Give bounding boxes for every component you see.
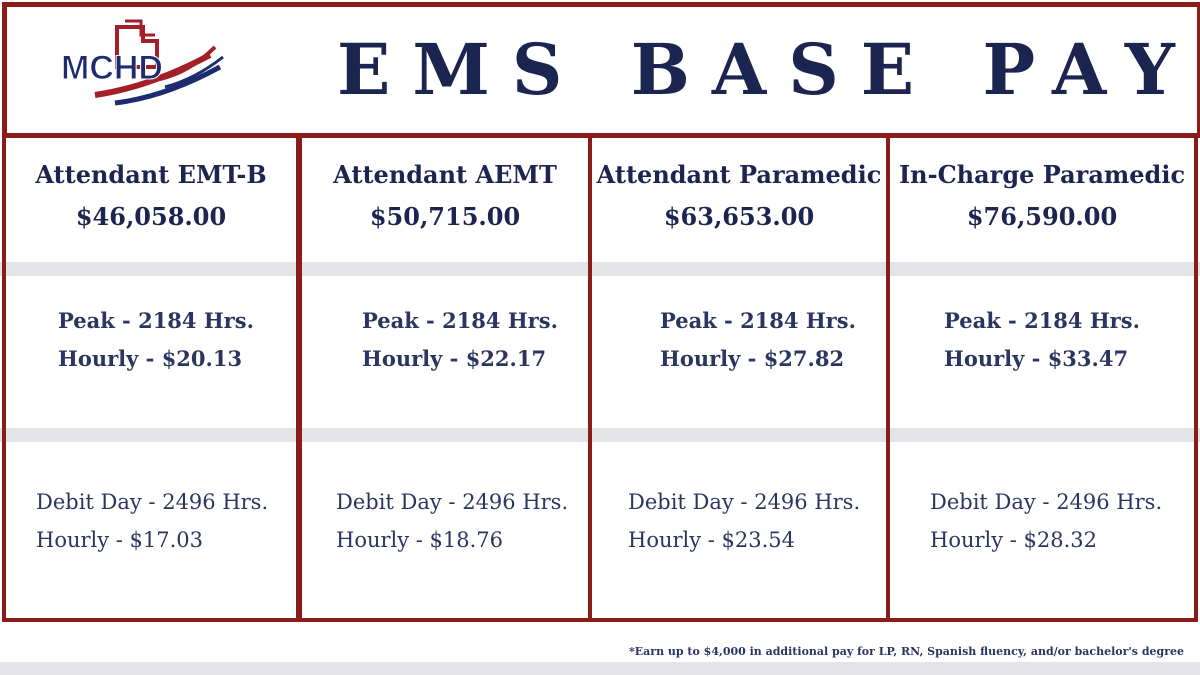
debit-hourly: Hourly - $18.76 (336, 528, 504, 552)
peak-hourly: Hourly - $27.82 (660, 346, 845, 371)
debit-hours: Debit Day - 2496 Hrs. (36, 490, 269, 514)
bottom-band (0, 662, 1200, 675)
pay-column-in-charge-paramedic (886, 134, 1198, 622)
pay-column-emt-b (2, 134, 300, 622)
debit-hourly: Hourly - $23.54 (628, 528, 796, 552)
annual-salary: $63,653.00 (663, 202, 815, 231)
peak-hours: Peak - 2184 Hrs. (944, 308, 1140, 333)
role-title: Attendant AEMT (333, 160, 557, 189)
role-title: Attendant EMT-B (35, 160, 267, 189)
peak-hours: Peak - 2184 Hrs. (362, 308, 558, 333)
annual-salary: $50,715.00 (369, 202, 521, 231)
peak-hourly: Hourly - $33.47 (944, 346, 1129, 371)
annual-salary: $76,590.00 (966, 202, 1118, 231)
mchd-logo (55, 17, 225, 117)
annual-salary: $46,058.00 (75, 202, 227, 231)
debit-hourly: Hourly - $17.03 (36, 528, 204, 552)
peak-hours: Peak - 2184 Hrs. (660, 308, 856, 333)
header-banner (2, 2, 1200, 138)
logo-text: MCHD (61, 49, 163, 87)
debit-hours: Debit Day - 2496 Hrs. (930, 490, 1163, 514)
peak-hourly: Hourly - $20.13 (58, 346, 243, 371)
peak-hourly: Hourly - $22.17 (362, 346, 547, 371)
debit-hourly: Hourly - $28.32 (930, 528, 1098, 552)
role-title: Attendant Paramedic (596, 160, 882, 189)
debit-hours: Debit Day - 2496 Hrs. (628, 490, 861, 514)
role-title: In-Charge Paramedic (898, 160, 1186, 189)
debit-hours: Debit Day - 2496 Hrs. (336, 490, 569, 514)
page-title: EMS BASE PAY (337, 28, 1197, 111)
footnote: *Earn up to $4,000 in additional pay for LP, RN, Spanish fluency, and/or bachelor's degree (629, 645, 1184, 658)
pay-column-attendant-paramedic (588, 134, 890, 622)
peak-hours: Peak - 2184 Hrs. (58, 308, 254, 333)
pay-column-aemt (298, 134, 592, 622)
